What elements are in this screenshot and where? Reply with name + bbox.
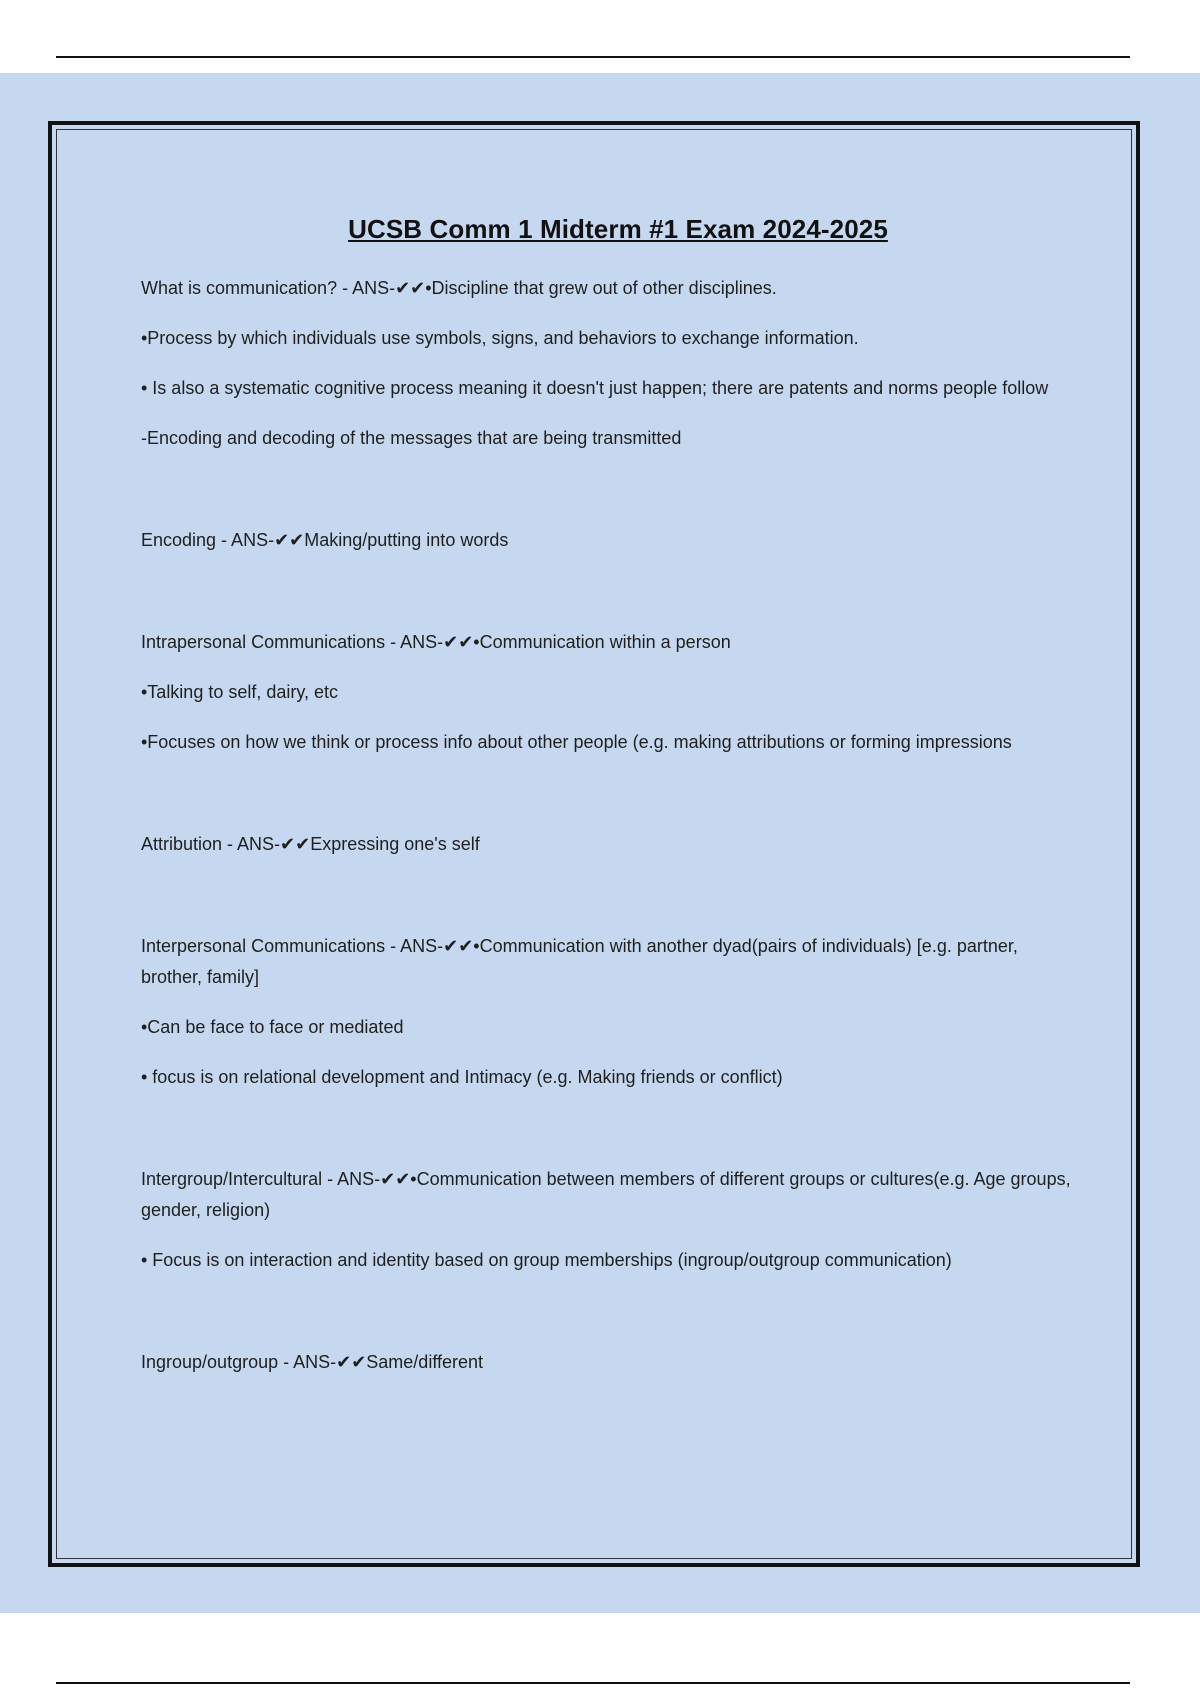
paragraph: •Focuses on how we think or process info about other people (e.g. making attributions or forming impressions bbox=[141, 732, 1012, 752]
section-gap bbox=[141, 777, 1071, 829]
top-rule bbox=[56, 56, 1130, 58]
section-gap bbox=[141, 575, 1071, 627]
paragraph: •Talking to self, dairy, etc bbox=[141, 682, 339, 702]
paragraph: Encoding - ANS-✔✔Making/putting into words bbox=[141, 530, 509, 550]
section-gap bbox=[141, 473, 1071, 525]
section-gap bbox=[141, 879, 1071, 931]
document-body bbox=[141, 273, 1071, 1378]
paragraph: Interpersonal Communications - ANS-✔✔•Communication with another dyad(pairs of individuals) [e.g. partner, brother, family] bbox=[141, 936, 1018, 987]
paragraph: •Can be face to face or mediated bbox=[141, 1017, 404, 1037]
paragraph: Attribution - ANS-✔✔Expressing one's self bbox=[141, 834, 480, 854]
paragraph: • focus is on relational development and Intimacy (e.g. Making friends or conflict) bbox=[141, 1067, 783, 1087]
section-gap bbox=[141, 1112, 1071, 1164]
paragraph: • Focus is on interaction and identity based on group memberships (ingroup/outgroup communication) bbox=[141, 1250, 952, 1270]
paragraph: -Encoding and decoding of the messages that are being transmitted bbox=[141, 428, 682, 448]
paragraph: •Process by which individuals use symbols, signs, and behaviors to exchange information. bbox=[141, 328, 859, 348]
document-title: UCSB Comm 1 Midterm #1 Exam 2024-2025 bbox=[348, 214, 888, 244]
section-gap bbox=[141, 1295, 1071, 1347]
paragraph: Ingroup/outgroup - ANS-✔✔Same/different bbox=[141, 1352, 484, 1372]
paragraph: What is communication? - ANS-✔✔•Discipline that grew out of other disciplines. bbox=[141, 278, 777, 298]
paragraph: • Is also a systematic cognitive process meaning it doesn't just happen; there are patents and norms people follow bbox=[141, 378, 1049, 398]
paragraph: Intrapersonal Communications - ANS-✔✔•Communication within a person bbox=[141, 632, 731, 652]
bottom-rule bbox=[56, 1682, 1130, 1684]
document-content bbox=[141, 214, 1071, 1397]
paragraph: Intergroup/Intercultural - ANS-✔✔•Communication between members of different groups or cultures(e.g. Age groups, gender, religion) bbox=[141, 1169, 1071, 1220]
